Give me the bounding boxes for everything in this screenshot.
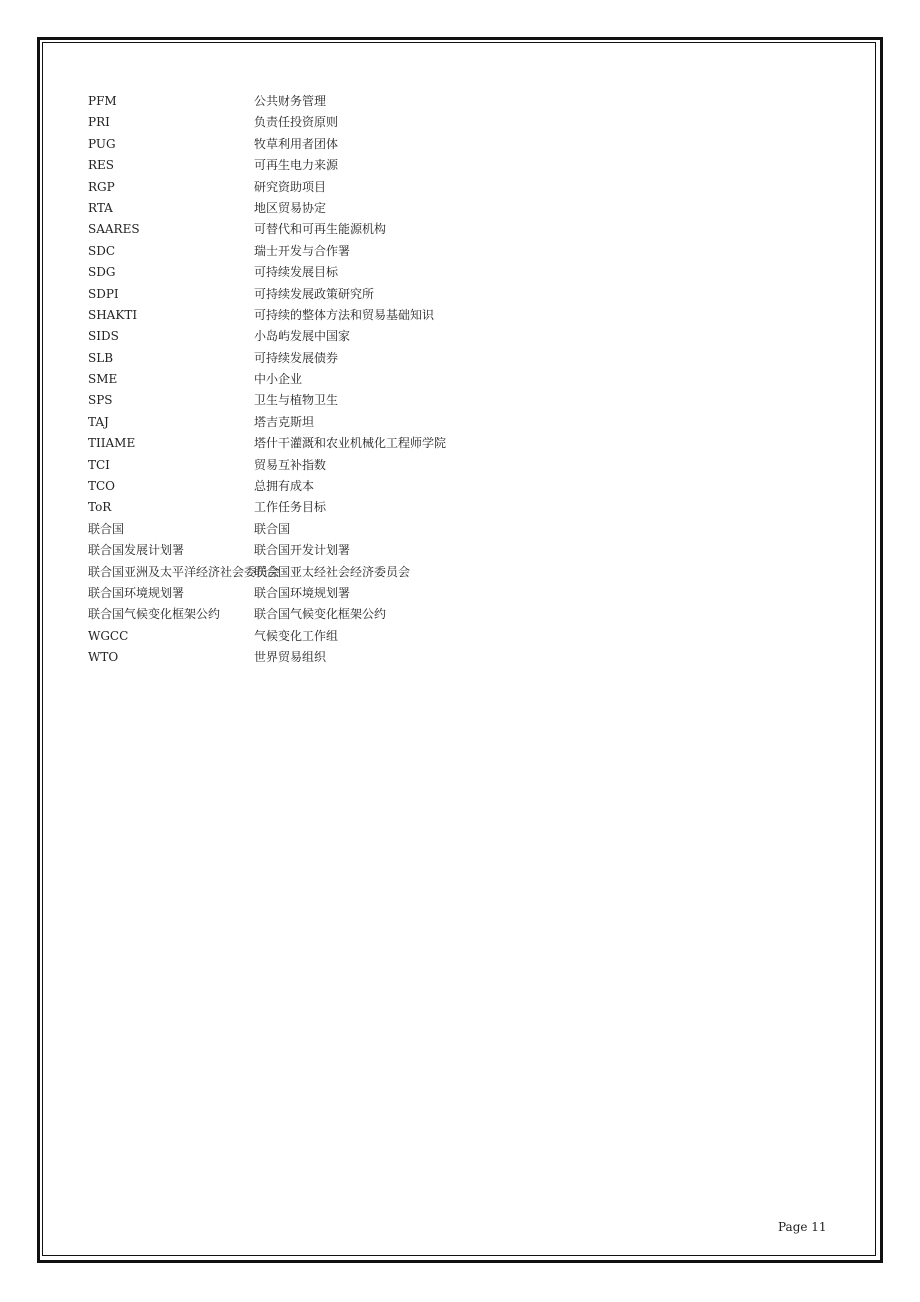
abbreviation-term: RGP bbox=[88, 179, 115, 194]
abbreviation-definition: 可持续发展目标 bbox=[254, 265, 339, 280]
abbreviation-term: SDPI bbox=[88, 286, 119, 301]
abbreviation-definition: 气候变化工作组 bbox=[254, 628, 339, 643]
abbreviation-term: 联合国亚洲及太平洋经济社会委员会 bbox=[88, 564, 281, 579]
abbreviation-row bbox=[88, 604, 688, 625]
abbreviation-term: SLB bbox=[88, 350, 114, 365]
abbreviation-row bbox=[88, 583, 688, 604]
abbreviation-term: TAJ bbox=[88, 414, 109, 429]
abbreviation-definition: 工作任务目标 bbox=[254, 500, 327, 515]
abbreviation-definition: 小岛屿发展中国家 bbox=[254, 329, 351, 344]
abbreviation-definition: 可替代和可再生能源机构 bbox=[254, 222, 387, 237]
abbreviation-row bbox=[88, 198, 688, 219]
abbreviation-term: SME bbox=[88, 372, 118, 387]
abbreviation-definition: 总拥有成本 bbox=[254, 479, 315, 494]
abbreviation-row bbox=[88, 369, 688, 390]
abbreviation-definition: 塔吉克斯坦 bbox=[254, 414, 315, 429]
abbreviation-definition: 中小企业 bbox=[254, 372, 303, 387]
abbreviation-definition: 负责任投资原则 bbox=[254, 115, 339, 130]
abbreviation-row bbox=[88, 476, 688, 497]
abbreviation-row bbox=[88, 241, 688, 262]
abbreviation-term: 联合国环境规划署 bbox=[88, 585, 185, 600]
abbreviation-definition: 联合国环境规划署 bbox=[254, 585, 351, 600]
abbreviation-term: RTA bbox=[88, 200, 113, 215]
abbreviation-definition: 联合国开发计划署 bbox=[254, 543, 351, 558]
abbreviation-definition: 可再生电力来源 bbox=[254, 158, 339, 173]
abbreviation-definition: 可持续的整体方法和贸易基础知识 bbox=[254, 307, 435, 322]
abbreviation-definition: 瑞士开发与合作署 bbox=[254, 243, 351, 258]
abbreviation-row bbox=[88, 91, 688, 112]
abbreviation-term: WTO bbox=[88, 650, 119, 665]
abbreviation-term: SIDS bbox=[88, 329, 119, 344]
abbreviation-definition: 可持续发展债券 bbox=[254, 350, 339, 365]
abbreviation-definition: 联合国气候变化框架公约 bbox=[254, 607, 387, 622]
abbreviation-definition: 塔什干灌溉和农业机械化工程师学院 bbox=[254, 436, 447, 451]
abbreviation-definition: 可持续发展政策研究所 bbox=[254, 286, 375, 301]
abbreviation-definition: 公共财务管理 bbox=[254, 94, 327, 108]
abbreviation-row bbox=[88, 134, 688, 155]
abbreviation-row bbox=[88, 112, 688, 133]
abbreviation-term: 联合国气候变化框架公约 bbox=[88, 607, 221, 622]
abbreviation-term: TCI bbox=[88, 457, 110, 472]
abbreviation-row bbox=[88, 497, 688, 518]
abbreviation-row bbox=[88, 626, 688, 647]
abbreviation-term: 联合国发展计划署 bbox=[88, 543, 185, 558]
abbreviation-row bbox=[88, 433, 688, 454]
abbreviation-row bbox=[88, 219, 688, 240]
abbreviation-row bbox=[88, 326, 688, 347]
abbreviation-term: 联合国 bbox=[88, 521, 125, 536]
abbreviation-row bbox=[88, 519, 688, 540]
abbreviation-definition: 牧草利用者团体 bbox=[254, 136, 339, 151]
abbreviation-term: ToR bbox=[88, 500, 112, 515]
abbreviation-row bbox=[88, 177, 688, 198]
page-number: Page 11 bbox=[778, 1220, 827, 1234]
abbreviation-term: TIIAME bbox=[88, 436, 136, 451]
abbreviation-row bbox=[88, 455, 688, 476]
abbreviation-row bbox=[88, 262, 688, 283]
abbreviation-term: SHAKTI bbox=[88, 307, 138, 322]
abbreviation-row bbox=[88, 390, 688, 411]
abbreviation-definition: 贸易互补指数 bbox=[254, 457, 327, 472]
abbreviation-term: SPS bbox=[88, 393, 113, 408]
abbreviation-row bbox=[88, 284, 688, 305]
abbreviation-definition: 联合国亚太经社会经济委员会 bbox=[254, 564, 411, 579]
abbreviation-row bbox=[88, 305, 688, 326]
abbreviation-term: SDG bbox=[88, 265, 116, 280]
abbreviation-term: PFM bbox=[88, 94, 117, 108]
abbreviation-term: TCO bbox=[88, 479, 116, 494]
abbreviation-term: SDC bbox=[88, 243, 116, 258]
abbreviation-term: WGCC bbox=[88, 628, 129, 643]
abbreviation-definition: 地区贸易协定 bbox=[254, 200, 327, 215]
abbreviation-definition: 联合国 bbox=[254, 521, 291, 536]
abbreviation-row bbox=[88, 412, 688, 433]
abbreviation-term: PUG bbox=[88, 136, 116, 151]
abbreviation-term: PRI bbox=[88, 115, 110, 130]
abbreviation-list bbox=[88, 91, 688, 669]
abbreviation-row bbox=[88, 647, 688, 668]
abbreviation-definition: 卫生与植物卫生 bbox=[254, 393, 339, 408]
abbreviation-row bbox=[88, 155, 688, 176]
abbreviation-definition: 世界贸易组织 bbox=[254, 650, 327, 665]
abbreviation-term: RES bbox=[88, 158, 115, 173]
abbreviation-term: SAARES bbox=[88, 222, 140, 237]
abbreviation-row bbox=[88, 540, 688, 561]
abbreviation-definition: 研究资助项目 bbox=[254, 179, 327, 194]
abbreviation-row bbox=[88, 348, 688, 369]
abbreviation-row bbox=[88, 562, 688, 583]
